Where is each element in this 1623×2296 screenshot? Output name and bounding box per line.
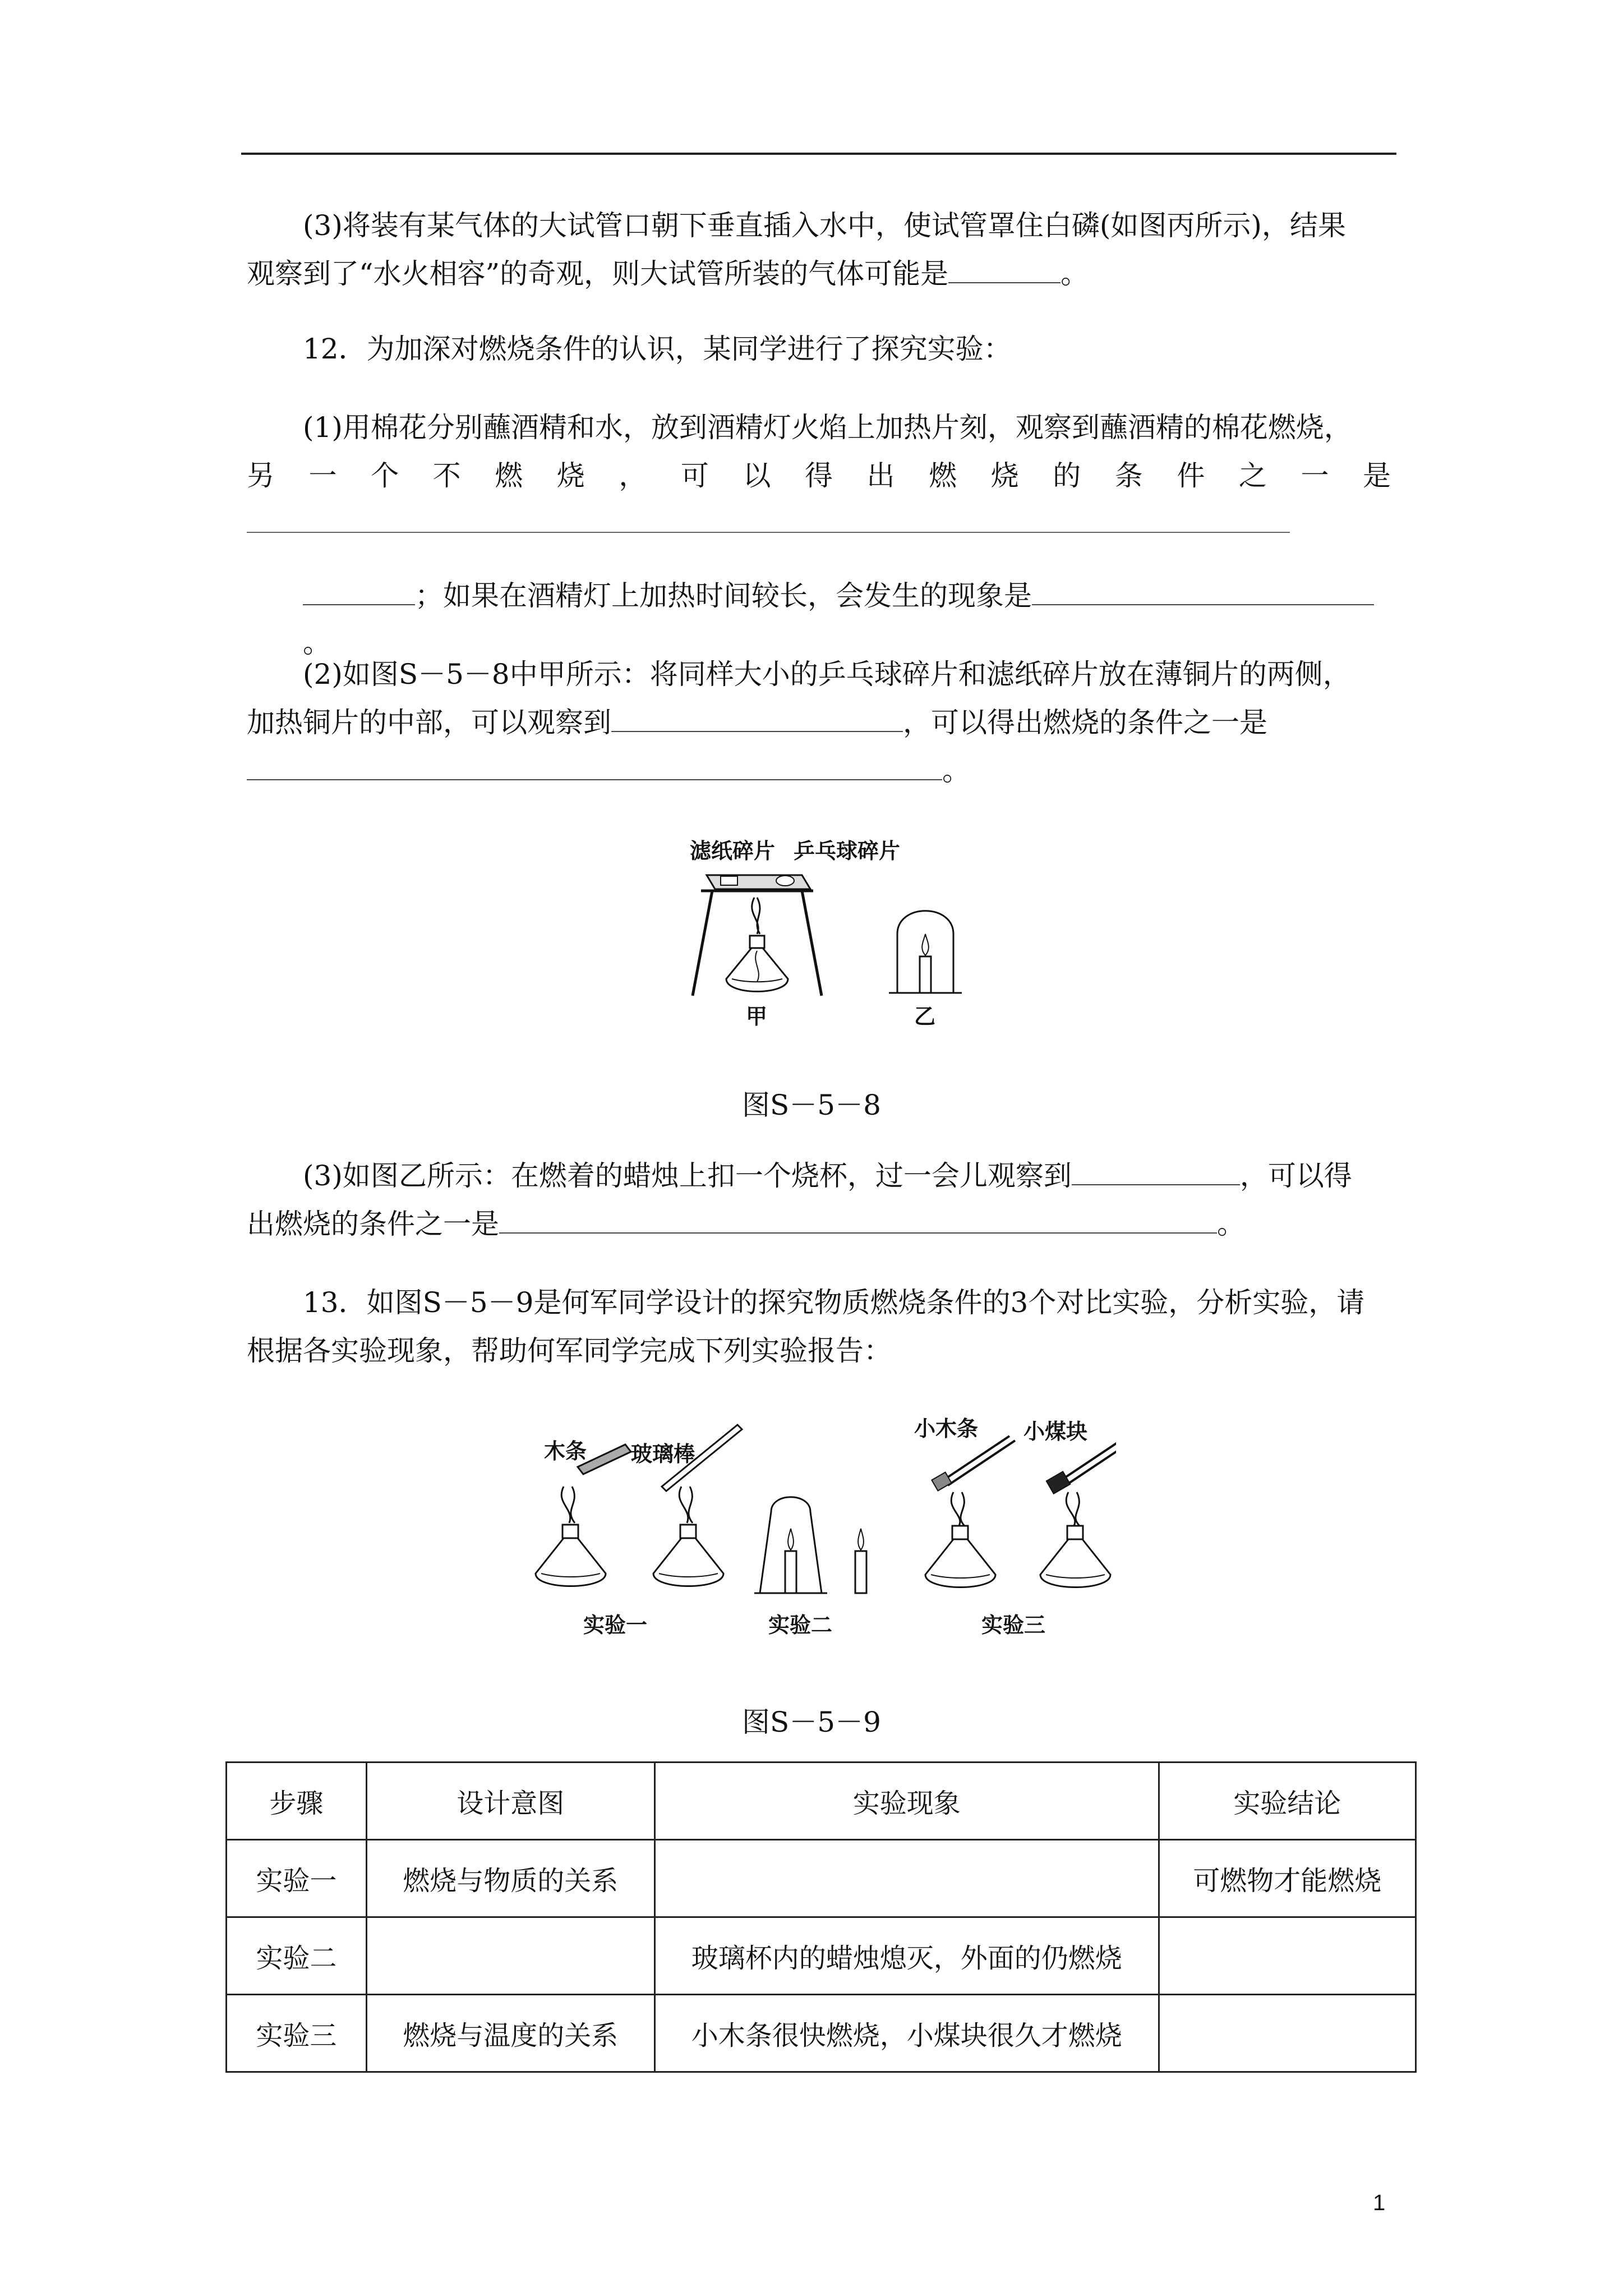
alcohol-lamp-2 <box>653 1487 723 1586</box>
table-cell: 实验三 <box>227 1995 367 2072</box>
filter-paper-piece <box>721 876 737 885</box>
q12-part3-line1 <box>247 1152 1391 1199</box>
filter-paper-label: 滤纸碎片 <box>690 839 776 863</box>
table-cell: 燃烧与温度的关系 <box>366 1995 654 2072</box>
flame-icon <box>752 898 760 934</box>
header-phenomenon: 实验现象 <box>654 1763 1159 1840</box>
wood-strip-label: 木条 <box>544 1439 587 1464</box>
q13-line1: 13．如图S－5－9是何军同学设计的探究物质燃烧条件的3个对比实验，分析实验，请 <box>303 1286 1365 1319</box>
q12-part2-line3 <box>247 747 1391 794</box>
q13-line2: 根据各实验现象，帮助何军同学完成下列实验报告： <box>247 1335 892 1367</box>
q11-part3-end: 。 <box>1061 257 1089 290</box>
q12-part2-line1: (2)如图S－5－8中甲所示：将同样大小的乒乓球碎片和滤纸碎片放在薄铜片的两侧， <box>303 658 1351 691</box>
table-row <box>227 1840 1416 1917</box>
glass-cup-over-candle <box>754 1497 827 1593</box>
q12-part3-text-3: 出燃烧的条件之一是 <box>247 1208 499 1240</box>
q12-part3-text-2: ，可以得 <box>1239 1159 1352 1192</box>
q12-part1-question: ；如果在酒精灯上加热时间较长，会发生的现象是 <box>415 579 1032 612</box>
jia-label: 甲 <box>746 1004 768 1029</box>
table-cell-answer[interactable] <box>1159 1995 1415 2072</box>
figure-s-5-8 <box>673 836 987 1038</box>
yi-label: 乙 <box>914 1004 936 1029</box>
table-header-row <box>227 1763 1416 1840</box>
q12-part1-line2: 另一个不燃烧，可以得出燃烧的条件之一是 <box>247 459 1391 492</box>
q12-part2-end: 。 <box>942 754 970 787</box>
q12-part1-end: 。 <box>303 627 331 659</box>
pingpong-piece <box>776 876 794 886</box>
table-cell: 小木条很快燃烧，小煤块很久才燃烧 <box>654 1995 1159 2072</box>
tongs-1 <box>942 1436 1015 1485</box>
q12-part3-line2 <box>247 1200 1391 1248</box>
answer-blank[interactable] <box>1072 1159 1240 1185</box>
alcohol-lamp-4 <box>1040 1492 1110 1588</box>
experiment-report-table <box>225 1761 1417 2073</box>
table-cell: 燃烧与物质的关系 <box>366 1840 654 1917</box>
table-cell-answer[interactable] <box>366 1917 654 1995</box>
q12-part2-text: 加热铜片的中部，可以观察到 <box>247 706 611 739</box>
lamp-wick-holder <box>750 936 764 948</box>
answer-blank[interactable] <box>948 257 1061 283</box>
open-candle <box>855 1529 866 1593</box>
figure-caption-s-5-9: 图S－5－9 <box>742 1706 881 1738</box>
q12-intro: 12．为加深对燃烧条件的认识，某同学进行了探究实验： <box>303 333 1012 365</box>
answer-blank[interactable] <box>499 1208 1217 1234</box>
table-cell-answer[interactable] <box>1159 1917 1415 1995</box>
small-coal-piece <box>1046 1471 1070 1494</box>
answer-blank[interactable] <box>303 579 415 605</box>
table-row <box>227 1995 1416 2072</box>
table-cell: 可燃物才能燃烧 <box>1159 1840 1415 1917</box>
candle-flame-icon <box>922 934 929 955</box>
pingpong-label: 乒乓球碎片 <box>794 839 901 863</box>
header-step: 步骤 <box>227 1763 367 1840</box>
alcohol-lamp-3 <box>925 1492 995 1588</box>
small-wood-piece <box>932 1472 951 1490</box>
q12-part1-line1: (1)用棉花分别蘸酒精和水，放到酒精灯火焰上加热片刻，观察到蘸酒精的棉花燃烧， <box>303 411 1352 444</box>
q11-part3-text: 观察到了“水火相容”的奇观，则大试管所装的气体可能是 <box>247 257 949 290</box>
table-cell: 实验一 <box>227 1840 367 1917</box>
alcohol-lamp <box>726 948 788 992</box>
table-cell-answer[interactable] <box>654 1840 1159 1917</box>
exp1-label: 实验一 <box>583 1613 648 1637</box>
exp2-label: 实验二 <box>768 1613 833 1637</box>
small-wood-label: 小木条 <box>914 1416 979 1441</box>
q12-part2-text-2: ，可以得出燃烧的条件之一是 <box>903 706 1267 739</box>
alcohol-lamp-1 <box>536 1487 606 1586</box>
q11-part3-line2 <box>247 250 1391 297</box>
header-design-intent: 设计意图 <box>366 1763 654 1840</box>
answer-blank[interactable] <box>1032 579 1374 605</box>
small-coal-label: 小煤块 <box>1023 1419 1088 1444</box>
figure-s-5-9 <box>522 1414 1116 1683</box>
q12-part2-line2 <box>247 699 1391 746</box>
header-rule <box>241 153 1396 155</box>
exp3-label: 实验三 <box>981 1613 1046 1637</box>
q12-part3-end: 。 <box>1217 1208 1245 1240</box>
answer-blank[interactable] <box>611 706 903 732</box>
page-number: 1 <box>1373 2191 1386 2215</box>
figure-caption-s-5-8: 图S－5－8 <box>742 1089 881 1121</box>
candle <box>920 956 931 993</box>
answer-blank[interactable] <box>247 754 942 780</box>
q12-part3-text: (3)如图乙所示：在燃着的蜡烛上扣一个烧杯，过一会儿观察到 <box>303 1159 1072 1192</box>
table-cell: 玻璃杯内的蜡烛熄灭，外面的仍燃烧 <box>654 1917 1159 1995</box>
header-conclusion: 实验结论 <box>1159 1763 1415 1840</box>
q11-part3-line1: (3)将装有某气体的大试管口朝下垂直插入水中，使试管罩住白磷(如图丙所示)，结果 <box>303 209 1346 242</box>
table-row <box>227 1917 1416 1995</box>
glass-rod-label: 玻璃棒 <box>631 1442 695 1466</box>
answer-line[interactable] <box>247 532 1290 533</box>
table-cell: 实验二 <box>227 1917 367 1995</box>
